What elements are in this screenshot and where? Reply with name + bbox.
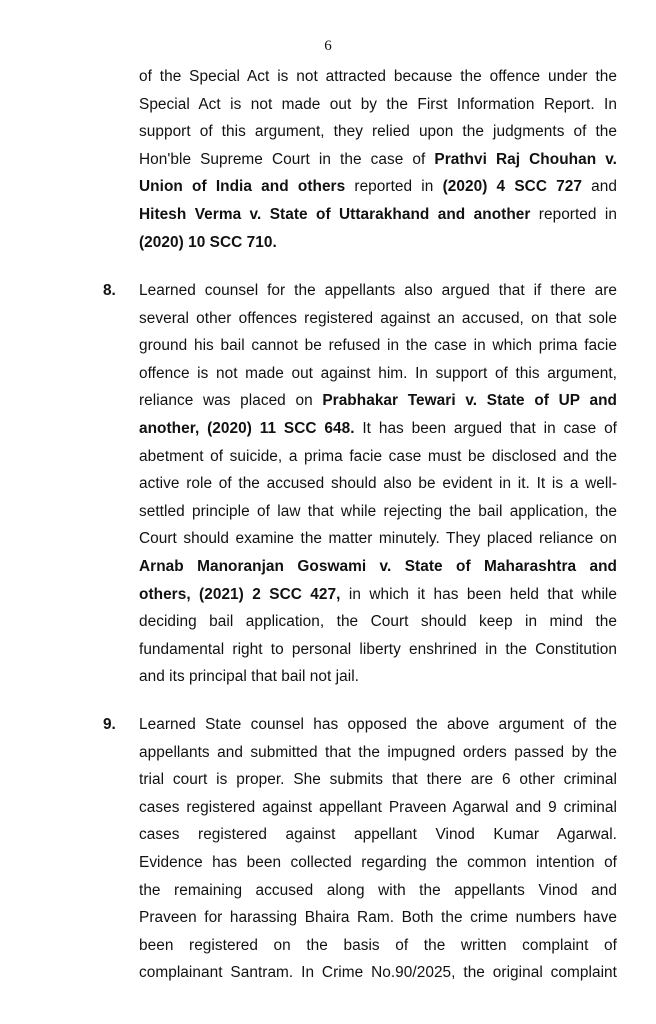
text-run: Special Act is not made out by the First Information Report. In xyxy=(139,95,617,113)
text-run: fundamental right to personal liberty enshrined in the Constitution xyxy=(139,640,617,658)
text-line xyxy=(139,475,617,493)
text-line xyxy=(139,882,617,900)
text-line xyxy=(139,234,617,252)
text-line xyxy=(139,586,617,604)
text-run: ground his bail cannot be refused in the case in which prima facie xyxy=(139,337,617,355)
text-line xyxy=(139,282,617,300)
text-run: Praveen for harassing Bhaira Ram. Both the crime numbers have xyxy=(139,909,617,927)
text-run: been registered on the basis of the written complaint of xyxy=(139,936,617,954)
text-run: appellants and submitted that the impugned orders passed by the xyxy=(139,743,617,761)
text-run: Learned State counsel has opposed the above argument of the xyxy=(139,716,617,733)
text-run: reported in xyxy=(345,178,443,196)
bold-citation: (2020) 10 SCC 710. xyxy=(139,233,277,251)
text-run: trial court is proper. She submits that there are 6 other criminal xyxy=(139,771,617,789)
text-line xyxy=(139,641,617,659)
text-run: and xyxy=(582,178,618,196)
text-line xyxy=(139,96,617,114)
text-run: several other offences registered against an accused, on that sole xyxy=(139,309,617,327)
text-line xyxy=(139,771,617,789)
text-line xyxy=(139,826,617,844)
text-run: support of this argument, they relied upon the judgments of the xyxy=(139,123,617,141)
text-run: Evidence has been collected regarding the common intention of xyxy=(139,854,617,871)
bold-citation: Prabhakar Tewari v. State of UP and xyxy=(322,392,617,410)
text-run: of the Special Act is not attracted because the offence under the xyxy=(139,68,617,85)
paragraph-number: 9. xyxy=(103,716,116,733)
text-run: settled principle of law that while rejecting the bail application, the xyxy=(139,502,617,520)
paragraph-number: 8. xyxy=(103,282,116,299)
text-run: active role of the accused should also be evident in it. It is a well- xyxy=(139,475,617,493)
text-line xyxy=(139,503,617,521)
text-run: in which it has been held that while xyxy=(340,585,617,603)
text-line xyxy=(139,716,617,734)
text-line xyxy=(139,613,617,631)
text-run: deciding bail application, the Court should keep in mind the xyxy=(139,613,617,631)
text-run: cases registered against appellant Praveen Agarwal and 9 criminal xyxy=(139,798,617,816)
text-run: reliance was placed on xyxy=(139,392,323,410)
text-line xyxy=(139,123,617,141)
text-line xyxy=(139,964,617,982)
text-line xyxy=(139,206,617,224)
text-run: Court should examine the matter minutely. They placed reliance on xyxy=(139,530,617,548)
text-line xyxy=(139,178,617,196)
text-run: offence is not made out against him. In support of this argument, xyxy=(139,364,617,382)
bold-citation: Prathvi Raj Chouhan v. xyxy=(434,150,617,168)
text-line xyxy=(139,68,617,86)
text-line xyxy=(139,365,617,383)
text-line xyxy=(139,151,617,169)
text-run: and its principal that bail not jail. xyxy=(139,668,360,686)
text-line xyxy=(139,448,617,466)
text-line xyxy=(139,909,617,927)
text-line xyxy=(139,744,617,762)
bold-citation: others, (2021) 2 SCC 427, xyxy=(139,585,341,603)
text-run: cases registered against appellant Vinod Kumar Agarwal. xyxy=(139,826,617,844)
text-run: It has been argued that in case of xyxy=(354,420,618,437)
bold-citation: Union of India and others xyxy=(139,178,346,196)
bold-citation: Arnab Manoranjan Goswami v. State of Maharashtra and xyxy=(139,558,617,575)
text-run: abetment of suicide, a prima facie case must be disclosed and the xyxy=(139,447,617,465)
text-run: reported in xyxy=(530,206,617,223)
page-number: 6 xyxy=(324,38,332,54)
text-run: complainant Santram. In Crime No.90/2025, the original complaint xyxy=(139,964,617,982)
text-line xyxy=(139,558,617,576)
text-line xyxy=(139,799,617,817)
text-line xyxy=(139,854,617,872)
text-run: the remaining accused along with the appellants Vinod and xyxy=(139,881,617,899)
text-line xyxy=(139,668,617,686)
text-line xyxy=(139,392,617,410)
text-line xyxy=(139,337,617,355)
text-line xyxy=(139,937,617,955)
bold-citation: Hitesh Verma v. State of Uttarakhand and another xyxy=(139,206,531,223)
text-line xyxy=(139,420,617,438)
text-run: Hon'ble Supreme Court in the case of xyxy=(139,150,435,168)
bold-citation: another, (2020) 11 SCC 648. xyxy=(139,420,355,437)
text-line xyxy=(139,530,617,548)
text-run: Learned counsel for the appellants also argued that if there are xyxy=(139,282,617,299)
text-line xyxy=(139,310,617,328)
bold-citation: (2020) 4 SCC 727 xyxy=(442,178,582,196)
